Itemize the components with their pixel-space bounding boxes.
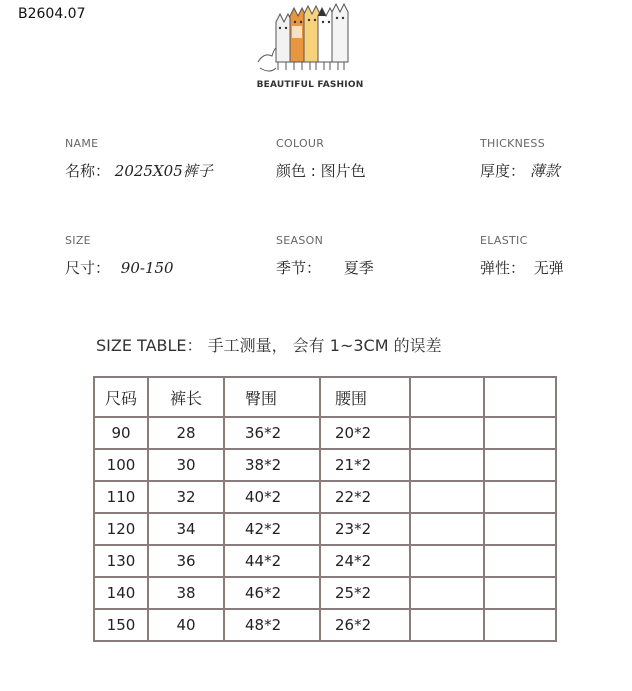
spec-colour-key: 颜色 : bbox=[276, 162, 316, 180]
spec-season-value: 夏季 bbox=[343, 259, 374, 277]
spec-name-value: 2025X05裤子 bbox=[114, 162, 213, 180]
size-table-title: SIZE TABLE： 手工测量， 会有 1~3CM 的误差 bbox=[96, 336, 442, 355]
table-cell bbox=[410, 481, 484, 513]
table-cell bbox=[484, 481, 556, 513]
spec-name bbox=[65, 137, 213, 181]
spec-thickness-label: THICKNESS bbox=[480, 137, 545, 150]
table-cell: 130 bbox=[94, 545, 148, 577]
table-cell: 30 bbox=[148, 449, 224, 481]
table-cell: 40*2 bbox=[224, 481, 320, 513]
table-cell: 26*2 bbox=[320, 609, 410, 641]
spec-thickness bbox=[480, 137, 560, 181]
product-code: B2604.07 bbox=[18, 6, 86, 22]
spec-season-label: SEASON bbox=[276, 234, 324, 247]
table-cell: 36 bbox=[148, 545, 224, 577]
spec-size bbox=[65, 234, 174, 278]
table-row bbox=[94, 577, 556, 609]
table-cell: 38*2 bbox=[224, 449, 320, 481]
table-cell: 90 bbox=[94, 417, 148, 449]
table-cell: 150 bbox=[94, 609, 148, 641]
spec-size-value: 90-150 bbox=[120, 259, 174, 277]
table-cell: 32 bbox=[148, 481, 224, 513]
header-cell: 腰围 bbox=[320, 377, 410, 417]
size-table bbox=[93, 376, 557, 642]
spec-elastic-label: ELASTIC bbox=[480, 234, 528, 247]
table-cell: 46*2 bbox=[224, 577, 320, 609]
table-cell bbox=[484, 513, 556, 545]
table-cell: 25*2 bbox=[320, 577, 410, 609]
table-row bbox=[94, 545, 556, 577]
spec-colour-label: COLOUR bbox=[276, 137, 325, 150]
table-row bbox=[94, 417, 556, 449]
table-cell: 28 bbox=[148, 417, 224, 449]
spec-name-label: NAME bbox=[65, 137, 99, 150]
table-row bbox=[94, 481, 556, 513]
table-row bbox=[94, 609, 556, 641]
table-cell: 20*2 bbox=[320, 417, 410, 449]
spec-season bbox=[276, 234, 374, 278]
spec-name-key: 名称： bbox=[65, 162, 111, 180]
table-cell: 34 bbox=[148, 513, 224, 545]
brand-tagline: BEAUTIFUL FASHION bbox=[256, 80, 364, 90]
table-cell bbox=[484, 545, 556, 577]
table-cell: 38 bbox=[148, 577, 224, 609]
table-cell bbox=[410, 449, 484, 481]
spec-season-key: 季节： bbox=[276, 259, 322, 277]
table-cell bbox=[484, 449, 556, 481]
spec-size-key: 尺寸： bbox=[65, 259, 111, 277]
spec-thickness-value: 薄款 bbox=[529, 162, 560, 180]
spec-elastic-value: 无弹 bbox=[533, 259, 564, 277]
table-cell bbox=[484, 577, 556, 609]
spec-size-label: SIZE bbox=[65, 234, 91, 247]
table-cell: 44*2 bbox=[224, 545, 320, 577]
table-cell: 22*2 bbox=[320, 481, 410, 513]
table-cell: 42*2 bbox=[224, 513, 320, 545]
table-row bbox=[94, 513, 556, 545]
header-cell: 臀围 bbox=[224, 377, 320, 417]
table-cell: 36*2 bbox=[224, 417, 320, 449]
table-cell: 23*2 bbox=[320, 513, 410, 545]
header-cell bbox=[484, 377, 556, 417]
table-cell: 48*2 bbox=[224, 609, 320, 641]
spec-colour bbox=[276, 137, 366, 181]
table-row bbox=[94, 449, 556, 481]
table-cell: 110 bbox=[94, 481, 148, 513]
table-cell bbox=[410, 513, 484, 545]
spec-thickness-key: 厚度： bbox=[480, 162, 526, 180]
table-cell bbox=[484, 609, 556, 641]
table-cell: 120 bbox=[94, 513, 148, 545]
header-cell bbox=[410, 377, 484, 417]
table-cell bbox=[410, 609, 484, 641]
table-cell bbox=[484, 417, 556, 449]
table-cell: 40 bbox=[148, 609, 224, 641]
header-cell: 裤长 bbox=[148, 377, 224, 417]
header-cell: 尺码 bbox=[94, 377, 148, 417]
table-cell: 140 bbox=[94, 577, 148, 609]
spec-elastic-key: 弹性： bbox=[480, 259, 526, 277]
size-table-header-row bbox=[94, 377, 556, 417]
table-cell bbox=[410, 417, 484, 449]
table-cell: 100 bbox=[94, 449, 148, 481]
table-cell bbox=[410, 545, 484, 577]
table-cell bbox=[410, 577, 484, 609]
spec-elastic bbox=[480, 234, 564, 278]
table-cell: 24*2 bbox=[320, 545, 410, 577]
spec-colour-value: 图片色 bbox=[320, 162, 366, 180]
table-cell: 21*2 bbox=[320, 449, 410, 481]
